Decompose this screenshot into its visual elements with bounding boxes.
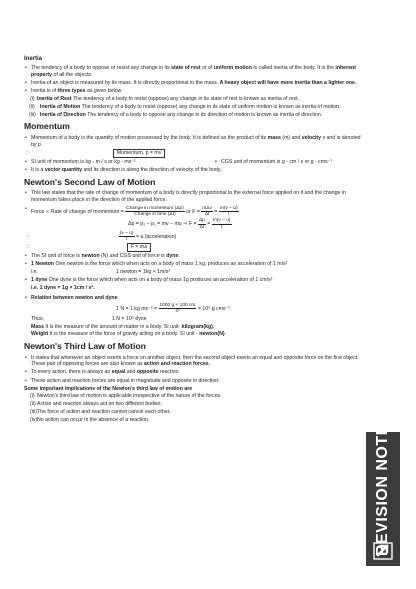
thus-row: Thus, 1 N = 10⁵ dyne [31,315,147,322]
dp-equation: Δp = p₂ − p₁ = mv − mu ⇒ F = $\frac{\Delta p}{\Delta t}$ = $\frac{m(v - u)}{t}$ [128,218,231,230]
relation-heading: • Relation between newton and dyne [24,295,364,302]
revision-notes-label-wrap [372,413,394,557]
second-law-heading: Newton's Second Law of Motion [24,176,156,187]
one-newton-definition: • 1 Newton One newton is the force which when acts on a body of mass 1 kg, produces an acceleration of 1 m/s² [24,261,364,268]
inertia-type-motion: (ii) Inertia of Motion The tendency of a body to resist (oppose) any change in its state of uniform motion is known as inertia of motion. [29,103,341,110]
because-symbol: ∵ [26,233,30,240]
momentum-formula-box: Momentum, p = mv [113,149,166,158]
force-equation: • Force ∝ Rate of change of momentum = $\frac{\text{Change in momentum (Δp)}}{\text{Change in time (Δt)}}$ or F = $\frac{\text{mΔv}}{\Delta t}$ = $\frac{m(v - u)}{t}$ [24,206,364,218]
fma-row [24,243,364,252]
inertia-type-direction: (iii) Inertia of Direction The tendency of a body to oppose any change in its direction of motion is known as inertia of direction. [29,111,323,118]
arrow-icon [373,542,393,560]
fraction-mdv-dt: $\frac{\text{mΔv}}{\Delta t}$ [202,205,212,217]
revision-notes-label: REVISION NOTES [374,413,392,557]
third-law-bullet-2: • To every action, there is always an equal and opposite reaction. [24,369,364,376]
one-dyne-definition: • 1 dyne One dyne is the force which when acts on a body of mass 1g produces an acceleration of 1 cm/s² [24,277,364,284]
inertia-bullet-2: • Inertia of an object is measured by its mass. It is directly proportional to the mass. A heavy object will have more inertia than a lighter one. [24,80,364,87]
acceleration-equation: ∵ $\frac{(v - u)}{t}$ = a (acceleration) [26,230,177,243]
momentum-cgs-unit: • CGS unit of momentum is g - cm / s or g · cms⁻¹ [214,159,332,166]
inertia-type-rest: (i) Inertia of Rest The tendency of a body to resist (oppose) any change in its state of rest is known as inertia of rest. [30,95,300,102]
fraction-dp-dt: $\frac{\text{Change in momentum (Δp)}}{\text{Change in time (Δt)}}$ [126,205,184,217]
implication-1: (i) Newton's third law of motion is applicable irrespective of the nature of the forces. [30,393,222,400]
force-units: • The SI unit of force is newton (N) and CGS unit of force is dyne. [24,253,364,260]
one-newton-equation: i.e. 1 newton = 1kg × 1m/s² [31,269,171,276]
third-law-bullet-3: • These action and reaction forces are equal in magnitude and opposite in direction. [24,378,364,385]
third-law-heading: Newton's Third Law of Motion [24,341,146,352]
momentum-bullet-1: • Momentum of a body is the quantity of motion possessed by the body. It is defined as the product of its mass (m) and velocity v and is denoted by p. [24,135,364,149]
one-dyne-equation: i.e. 1 dyne = 1g × 1cm / s². [31,285,95,292]
therefore-symbol-2: ∴ [26,244,30,251]
momentum-units-row [24,159,364,167]
fraction-vu-t: $\frac{(v - u)}{t}$ [119,230,134,243]
implication-2: (ii) Action and reaction always act on two different bodies. [30,401,163,408]
implication-4: (iv) No action can occur in the absence of a reaction. [30,417,150,423]
implication-3: (iii) The force of action and reaction cannot cancel each other. [30,409,171,416]
fma-box: F = ma [127,243,151,252]
weight-definition: Weight It is the measure of the force of gravity acting on a body. SI unit - newton(N). [31,331,227,338]
momentum-si-unit: • SI unit of momentum is kg - m / s or kg - ms⁻¹ [24,159,214,166]
momentum-formula-row [24,149,364,158]
notes-page [24,56,364,425]
fraction-mvu-t: $\frac{m(v - u)}{t}$ [219,205,238,217]
fraction-dp-dt-2: $\frac{\Delta p}{\Delta t}$ [198,218,205,230]
third-law-statement: • It states that whenever an object exerts a force on another object, then the second object exerts an equal and opposite force on the first object. These pair of opposing forces are also known as action and reaction forces. [24,355,364,369]
inertia-heading: Inertia [24,56,43,62]
second-law-statement: • This law states that the rate of change of momentum of a body is directly proportional to the external force applied on it and the change in momentum takes place in the direction of the applied force. [24,190,364,204]
implications-heading: Some important implications of the Newton's third law of motion are [24,385,193,392]
inertia-bullet-3: • Inertia is of three types as given below [24,88,364,95]
fraction-relation: $\frac{1000 g \times 100 cm}{\text{s²}}$ [159,303,196,315]
momentum-bullet-3: • It is a vector quantity and its direction is along the direction of velocity of the body. [24,167,364,174]
momentum-heading: Momentum [24,121,70,132]
relation-equation: 1 N = 1 kg ms⁻² = $\frac{1000 g \times 100 cm}{\text{s²}}$ = 10⁵ g cms⁻² [116,303,230,315]
revision-notes-sidebar [366,413,400,566]
fraction-mvu-t-2: $\frac{m(v - u)}{t}$ [212,218,231,230]
therefore-symbol: ∴ [26,149,30,156]
inertia-bullet-1: • The tendency of a body to oppose or resist any change in its state of rest or of uniform motion is called inertia of the body. It is the inherent property of all the objects. [24,65,364,79]
mass-definition: Mass It is the measure of the amount of matter in a body. SI unit- kilogram(kg). [31,323,215,330]
